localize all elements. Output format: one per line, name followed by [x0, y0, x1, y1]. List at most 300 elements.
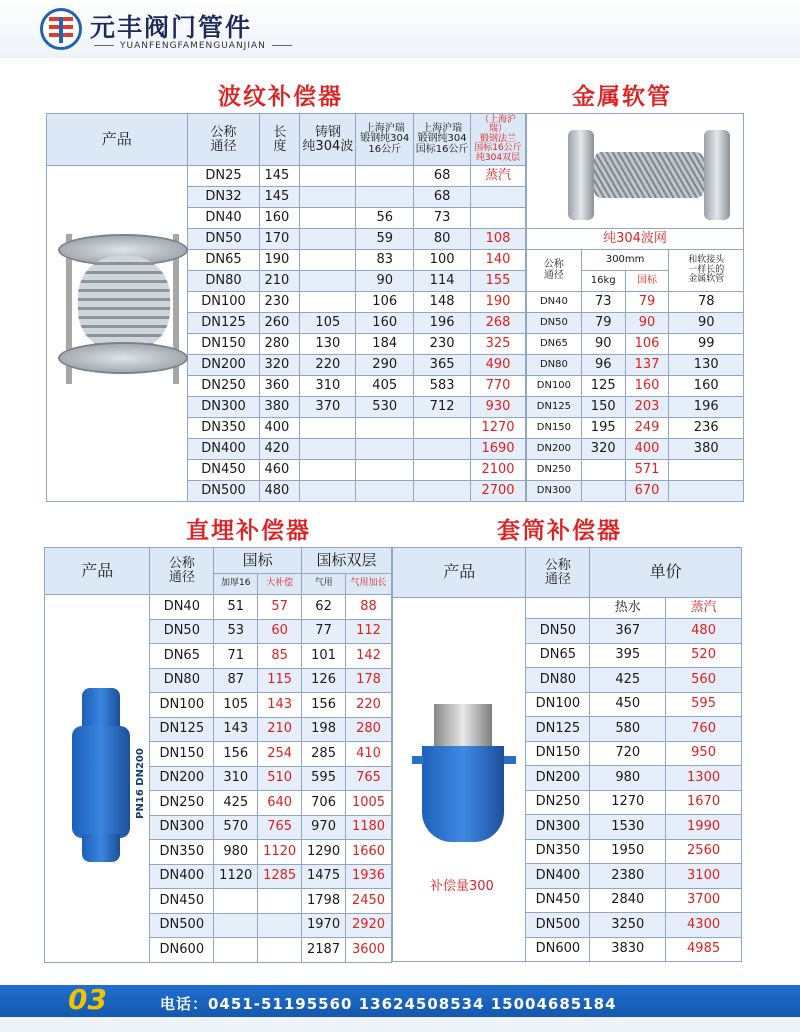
bellows-cell: 140: [471, 250, 526, 271]
sleeve-cell: 367: [590, 619, 666, 644]
bellows-cell: 268: [471, 313, 526, 334]
bellows-cell: 80: [414, 229, 471, 250]
hose-cell: 195: [581, 418, 625, 439]
buried-cell: 77: [302, 619, 346, 644]
sleeve-header-price: 单价: [590, 548, 742, 598]
buried-header-product: 产品: [45, 548, 150, 595]
bellows-cell: 105: [300, 313, 356, 334]
hose-header-size: 300mm: [581, 250, 669, 271]
hose-header-dn: 公称 通径: [527, 250, 582, 292]
buried-cell: [258, 938, 302, 963]
bellows-cell: 1690: [471, 439, 526, 460]
buried-header-dn: 公称 通径: [150, 548, 214, 595]
buried-cell: 142: [346, 644, 392, 669]
sleeve-cell: 595: [666, 692, 742, 717]
bellows-header-4: 上海沪瑞 锻钢纯304 16公斤: [356, 114, 414, 166]
bellows-cell: 59: [356, 229, 414, 250]
table-row: [527, 334, 744, 355]
bellows-cell: 770: [471, 376, 526, 397]
buried-cell: [214, 913, 258, 938]
buried-cell: 310: [214, 766, 258, 791]
bellows-cell: 90: [356, 271, 414, 292]
bellows-cell: 160: [356, 313, 414, 334]
buried-cell: [258, 889, 302, 914]
bellows-cell: 380: [260, 397, 300, 418]
table-row: [527, 397, 744, 418]
bellows-cell: DN40: [187, 208, 260, 229]
buried-compensator-image: [72, 688, 146, 863]
hose-cell: 106: [625, 334, 669, 355]
sleeve-header-dn: 公称 通径: [526, 548, 590, 598]
bellows-cell: 68: [414, 166, 471, 187]
hose-cell: DN50: [527, 313, 582, 334]
buried-cell: 706: [302, 791, 346, 816]
table-row: [527, 376, 744, 397]
buried-cell: 425: [214, 791, 258, 816]
buried-cell: 1120: [214, 864, 258, 889]
bellows-cell: 210: [260, 271, 300, 292]
buried-cell: 62: [302, 595, 346, 620]
buried-cell: 57: [258, 595, 302, 620]
bellows-cell: [471, 187, 526, 208]
buried-sub-4: 气用加长: [346, 574, 392, 595]
buried-cell: 87: [214, 668, 258, 693]
hose-cell: DN300: [527, 481, 582, 502]
bellows-cell: DN150: [187, 334, 260, 355]
buried-title: 直埋补偿器: [186, 518, 311, 544]
bellows-cell: 930: [471, 397, 526, 418]
bellows-cell: 490: [471, 355, 526, 376]
buried-cell: 640: [258, 791, 302, 816]
bellows-cell: 190: [260, 250, 300, 271]
sleeve-cell: DN50: [526, 619, 590, 644]
hose-cell: 99: [669, 334, 744, 355]
hose-cell: 125: [581, 376, 625, 397]
hose-cell: 73: [581, 292, 625, 313]
buried-cell: 1798: [302, 889, 346, 914]
page-header: [0, 0, 800, 58]
sleeve-cell: 3700: [666, 888, 742, 913]
bellows-cell: 460: [260, 460, 300, 481]
buried-cell: [214, 938, 258, 963]
bellows-cell: 68: [414, 187, 471, 208]
brand-pinyin: YUANFENGFAMENGUANJIAN: [88, 41, 298, 51]
sleeve-cell: DN65: [526, 643, 590, 668]
buried-cell: DN200: [150, 766, 214, 791]
bellows-cell: DN125: [187, 313, 260, 334]
buried-cell: 53: [214, 619, 258, 644]
buried-cell: DN65: [150, 644, 214, 669]
buried-header-gb2: 国标双层: [302, 548, 392, 574]
bellows-cell: 170: [260, 229, 300, 250]
bellows-cell: DN300: [187, 397, 260, 418]
buried-cell: DN100: [150, 693, 214, 718]
bellows-header-0: 产品: [47, 114, 188, 166]
footer-strip: [0, 1017, 800, 1032]
bellows-cell: [300, 439, 356, 460]
buried-cell: DN40: [150, 595, 214, 620]
bellows-cell: [356, 187, 414, 208]
bellows-compensator-image: [58, 234, 188, 384]
hose-cell: DN65: [527, 334, 582, 355]
buried-sub-1: 加厚16: [214, 574, 258, 595]
buried-cell: DN150: [150, 742, 214, 767]
hose-title: 金属软管: [572, 84, 672, 110]
sleeve-cell: DN250: [526, 790, 590, 815]
bellows-cell: 712: [414, 397, 471, 418]
bellows-header-6: （上海沪瑞） 锻钢法兰 国标16公斤 纯304双层: [471, 114, 526, 166]
bellows-cell: [300, 187, 356, 208]
sleeve-cell: 2560: [666, 839, 742, 864]
bellows-cell: 145: [260, 166, 300, 187]
buried-cell: 765: [258, 815, 302, 840]
page-number: 03: [68, 983, 107, 1016]
hose-cell: 130: [669, 355, 744, 376]
sleeve-cell: DN350: [526, 839, 590, 864]
sleeve-cell: 2380: [590, 864, 666, 889]
bellows-header-3: 铸钢 纯304波: [300, 114, 356, 166]
buried-sub-3: 气用: [302, 574, 346, 595]
sleeve-cell: 425: [590, 668, 666, 693]
sleeve-cell: 980: [590, 766, 666, 791]
sleeve-cell: 520: [666, 643, 742, 668]
buried-cell: 1970: [302, 913, 346, 938]
buried-cell: 2187: [302, 938, 346, 963]
bellows-cell: 145: [260, 187, 300, 208]
bellows-cell: 83: [356, 250, 414, 271]
hose-cell: 571: [625, 460, 669, 481]
table-row: [47, 166, 526, 187]
bellows-cell: 蒸汽: [471, 166, 526, 187]
buried-cell: DN600: [150, 938, 214, 963]
buried-cell: 3600: [346, 938, 392, 963]
hose-cell: 196: [669, 397, 744, 418]
bellows-cell: 220: [300, 355, 356, 376]
sleeve-compensation-note: 补偿量300: [430, 879, 494, 894]
sleeve-cell: 3830: [590, 937, 666, 962]
hose-cell: DN250: [527, 460, 582, 481]
hose-cell: DN125: [527, 397, 582, 418]
bellows-cell: 583: [414, 376, 471, 397]
bellows-cell: 106: [356, 292, 414, 313]
sleeve-cell: DN100: [526, 692, 590, 717]
buried-cell: DN80: [150, 668, 214, 693]
bellows-cell: 260: [260, 313, 300, 334]
hose-cell: [581, 460, 625, 481]
buried-cell: 156: [302, 693, 346, 718]
buried-cell: 198: [302, 717, 346, 742]
bellows-cell: 148: [414, 292, 471, 313]
table-row: [527, 439, 744, 460]
hose-cell: [581, 481, 625, 502]
hose-cell: 96: [581, 355, 625, 376]
bellows-cell: 320: [260, 355, 300, 376]
metal-hose-image: [560, 130, 738, 220]
bellows-cell: [300, 460, 356, 481]
buried-cell: 60: [258, 619, 302, 644]
table-row: [527, 355, 744, 376]
bellows-cell: [300, 481, 356, 502]
sleeve-cell: 580: [590, 717, 666, 742]
sleeve-title: 套筒补偿器: [497, 518, 622, 544]
bellows-cell: DN350: [187, 418, 260, 439]
buried-cell: 112: [346, 619, 392, 644]
bellows-cell: 310: [300, 376, 356, 397]
buried-cell: DN350: [150, 840, 214, 865]
sleeve-cell: DN300: [526, 815, 590, 840]
hose-header-16kg: 16kg: [581, 271, 625, 292]
bellows-cell: [356, 460, 414, 481]
buried-cell: 88: [346, 595, 392, 620]
buried-cell: 156: [214, 742, 258, 767]
bellows-cell: 196: [414, 313, 471, 334]
bellows-cell: 325: [471, 334, 526, 355]
buried-cell: 1290: [302, 840, 346, 865]
sleeve-cell: 1670: [666, 790, 742, 815]
sleeve-cell: 480: [666, 619, 742, 644]
sleeve-blank: [526, 598, 590, 619]
bellows-cell: DN400: [187, 439, 260, 460]
buried-cell: DN400: [150, 864, 214, 889]
hose-cell: 90: [581, 334, 625, 355]
sleeve-cell: 1950: [590, 839, 666, 864]
buried-cell: 210: [258, 717, 302, 742]
buried-cell: 254: [258, 742, 302, 767]
hose-cell: 150: [581, 397, 625, 418]
brand-name: 元丰阀门管件: [90, 13, 253, 42]
sleeve-header-steam: 蒸汽: [666, 598, 742, 619]
buried-cell: 970: [302, 815, 346, 840]
bellows-cell: 530: [356, 397, 414, 418]
bellows-cell: DN50: [187, 229, 260, 250]
table-row: [45, 595, 392, 620]
buried-cell: 143: [214, 717, 258, 742]
bellows-cell: [471, 208, 526, 229]
buried-cell: 51: [214, 595, 258, 620]
buried-cell: 1475: [302, 864, 346, 889]
sleeve-cell: 450: [590, 692, 666, 717]
table-row: [527, 313, 744, 334]
bellows-cell: [300, 166, 356, 187]
bellows-cell: [300, 292, 356, 313]
bellows-cell: 480: [260, 481, 300, 502]
sleeve-cell: 720: [590, 741, 666, 766]
hose-cell: 79: [581, 313, 625, 334]
bellows-cell: [300, 229, 356, 250]
bellows-cell: 420: [260, 439, 300, 460]
bellows-cell: DN100: [187, 292, 260, 313]
buried-cell: 1285: [258, 864, 302, 889]
hose-cell: [669, 481, 744, 502]
sleeve-cell: 4985: [666, 937, 742, 962]
bellows-cell: [356, 418, 414, 439]
sleeve-cell: DN80: [526, 668, 590, 693]
hose-material-band: 纯304波网: [527, 229, 744, 250]
buried-cell: 143: [258, 693, 302, 718]
sleeve-cell: DN600: [526, 937, 590, 962]
hose-cell: 203: [625, 397, 669, 418]
buried-cell: 410: [346, 742, 392, 767]
buried-cell: 71: [214, 644, 258, 669]
table-row: [527, 292, 744, 313]
bellows-cell: [356, 481, 414, 502]
hose-cell: 236: [669, 418, 744, 439]
sleeve-cell: 760: [666, 717, 742, 742]
sleeve-cell: 2840: [590, 888, 666, 913]
buried-cell: DN300: [150, 815, 214, 840]
bellows-cell: [414, 418, 471, 439]
buried-cell: DN50: [150, 619, 214, 644]
hose-cell: 160: [669, 376, 744, 397]
bellows-cell: 108: [471, 229, 526, 250]
buried-cell: 178: [346, 668, 392, 693]
bellows-cell: DN500: [187, 481, 260, 502]
hose-cell: 137: [625, 355, 669, 376]
bellows-header-5: 上海沪瑞 锻钢纯304 国标16公斤: [414, 114, 471, 166]
bellows-cell: 130: [300, 334, 356, 355]
sleeve-cell: 1300: [666, 766, 742, 791]
sleeve-cell: 3100: [666, 864, 742, 889]
buried-header-gb: 国标: [214, 548, 302, 574]
bellows-cell: 184: [356, 334, 414, 355]
hose-header-gb: 国标: [625, 271, 669, 292]
bellows-cell: [300, 250, 356, 271]
buried-cell: 220: [346, 693, 392, 718]
brand-logo-icon: [40, 8, 82, 50]
hose-cell: 249: [625, 418, 669, 439]
sleeve-cell: 4300: [666, 913, 742, 938]
sleeve-cell: 1990: [666, 815, 742, 840]
bellows-header-1: 公称 通径: [187, 114, 260, 166]
buried-cell: 1120: [258, 840, 302, 865]
buried-cell: 105: [214, 693, 258, 718]
bellows-cell: 73: [414, 208, 471, 229]
buried-cell: 285: [302, 742, 346, 767]
hose-cell: 79: [625, 292, 669, 313]
bellows-cell: 400: [260, 418, 300, 439]
bellows-cell: 100: [414, 250, 471, 271]
bellows-title: 波纹补偿器: [218, 84, 343, 110]
bellows-cell: 365: [414, 355, 471, 376]
bellows-cell: DN32: [187, 187, 260, 208]
sleeve-cell: DN200: [526, 766, 590, 791]
hose-cell: 160: [625, 376, 669, 397]
bellows-cell: [356, 439, 414, 460]
bellows-cell: 230: [414, 334, 471, 355]
bellows-cell: DN200: [187, 355, 260, 376]
bellows-cell: 190: [471, 292, 526, 313]
table-row: [527, 460, 744, 481]
sleeve-cell: DN150: [526, 741, 590, 766]
hose-cell: 320: [581, 439, 625, 460]
buried-cell: DN450: [150, 889, 214, 914]
buried-cell: 1005: [346, 791, 392, 816]
bellows-cell: DN25: [187, 166, 260, 187]
bellows-cell: 230: [260, 292, 300, 313]
bellows-cell: 290: [356, 355, 414, 376]
buried-cell: 765: [346, 766, 392, 791]
buried-cell: 85: [258, 644, 302, 669]
bellows-cell: 2700: [471, 481, 526, 502]
table-row: [527, 418, 744, 439]
sleeve-cell: 560: [666, 668, 742, 693]
buried-cell: DN250: [150, 791, 214, 816]
sleeve-cell: DN125: [526, 717, 590, 742]
page-footer: [0, 985, 800, 1017]
buried-cell: 2450: [346, 889, 392, 914]
table-row: [527, 481, 744, 502]
buried-cell: 570: [214, 815, 258, 840]
hose-cell: DN200: [527, 439, 582, 460]
hose-cell: 670: [625, 481, 669, 502]
sleeve-cell: 395: [590, 643, 666, 668]
buried-cell: 1936: [346, 864, 392, 889]
bellows-cell: 160: [260, 208, 300, 229]
hose-cell: DN100: [527, 376, 582, 397]
bellows-header-2: 长 度: [260, 114, 300, 166]
bellows-cell: 2100: [471, 460, 526, 481]
contact-phones: 电话：0451-51195560 13624508534 15004685184: [160, 995, 617, 1013]
bellows-cell: DN450: [187, 460, 260, 481]
bellows-cell: [414, 460, 471, 481]
hose-cell: 90: [669, 313, 744, 334]
bellows-cell: [356, 166, 414, 187]
hose-cell: [669, 460, 744, 481]
sleeve-header-product: 产品: [393, 548, 526, 598]
bellows-cell: DN65: [187, 250, 260, 271]
bellows-cell: DN80: [187, 271, 260, 292]
hose-cell: 78: [669, 292, 744, 313]
buried-cell: 2920: [346, 913, 392, 938]
buried-cell: [214, 889, 258, 914]
bellows-cell: 280: [260, 334, 300, 355]
bellows-cell: [414, 439, 471, 460]
bellows-cell: 370: [300, 397, 356, 418]
bellows-cell: 56: [356, 208, 414, 229]
hose-cell: DN150: [527, 418, 582, 439]
sleeve-header-hot: 热水: [590, 598, 666, 619]
bellows-cell: DN250: [187, 376, 260, 397]
hose-cell: DN40: [527, 292, 582, 313]
buried-cell: DN500: [150, 913, 214, 938]
sleeve-cell: DN400: [526, 864, 590, 889]
buried-cell: 1660: [346, 840, 392, 865]
sleeve-cell: DN500: [526, 913, 590, 938]
sleeve-cell: DN450: [526, 888, 590, 913]
hose-cell: 90: [625, 313, 669, 334]
buried-cell: 595: [302, 766, 346, 791]
buried-cell: 510: [258, 766, 302, 791]
sleeve-cell: 3250: [590, 913, 666, 938]
bellows-cell: [300, 418, 356, 439]
bellows-cell: 405: [356, 376, 414, 397]
bellows-cell: [414, 481, 471, 502]
buried-sub-2: 大补偿: [258, 574, 302, 595]
hose-cell: 400: [625, 439, 669, 460]
bellows-cell: 155: [471, 271, 526, 292]
buried-cell: 1180: [346, 815, 392, 840]
buried-pipe-marking: PN16 DN200: [134, 748, 146, 819]
buried-cell: 980: [214, 840, 258, 865]
bellows-cell: 1270: [471, 418, 526, 439]
sleeve-cell: 950: [666, 741, 742, 766]
hose-header-soft: 和软接头 一样长的 金属软管: [669, 250, 744, 292]
bellows-cell: 360: [260, 376, 300, 397]
sleeve-compensator-image: [420, 696, 510, 846]
sleeve-cell: 1270: [590, 790, 666, 815]
hose-cell: DN80: [527, 355, 582, 376]
buried-cell: [258, 913, 302, 938]
